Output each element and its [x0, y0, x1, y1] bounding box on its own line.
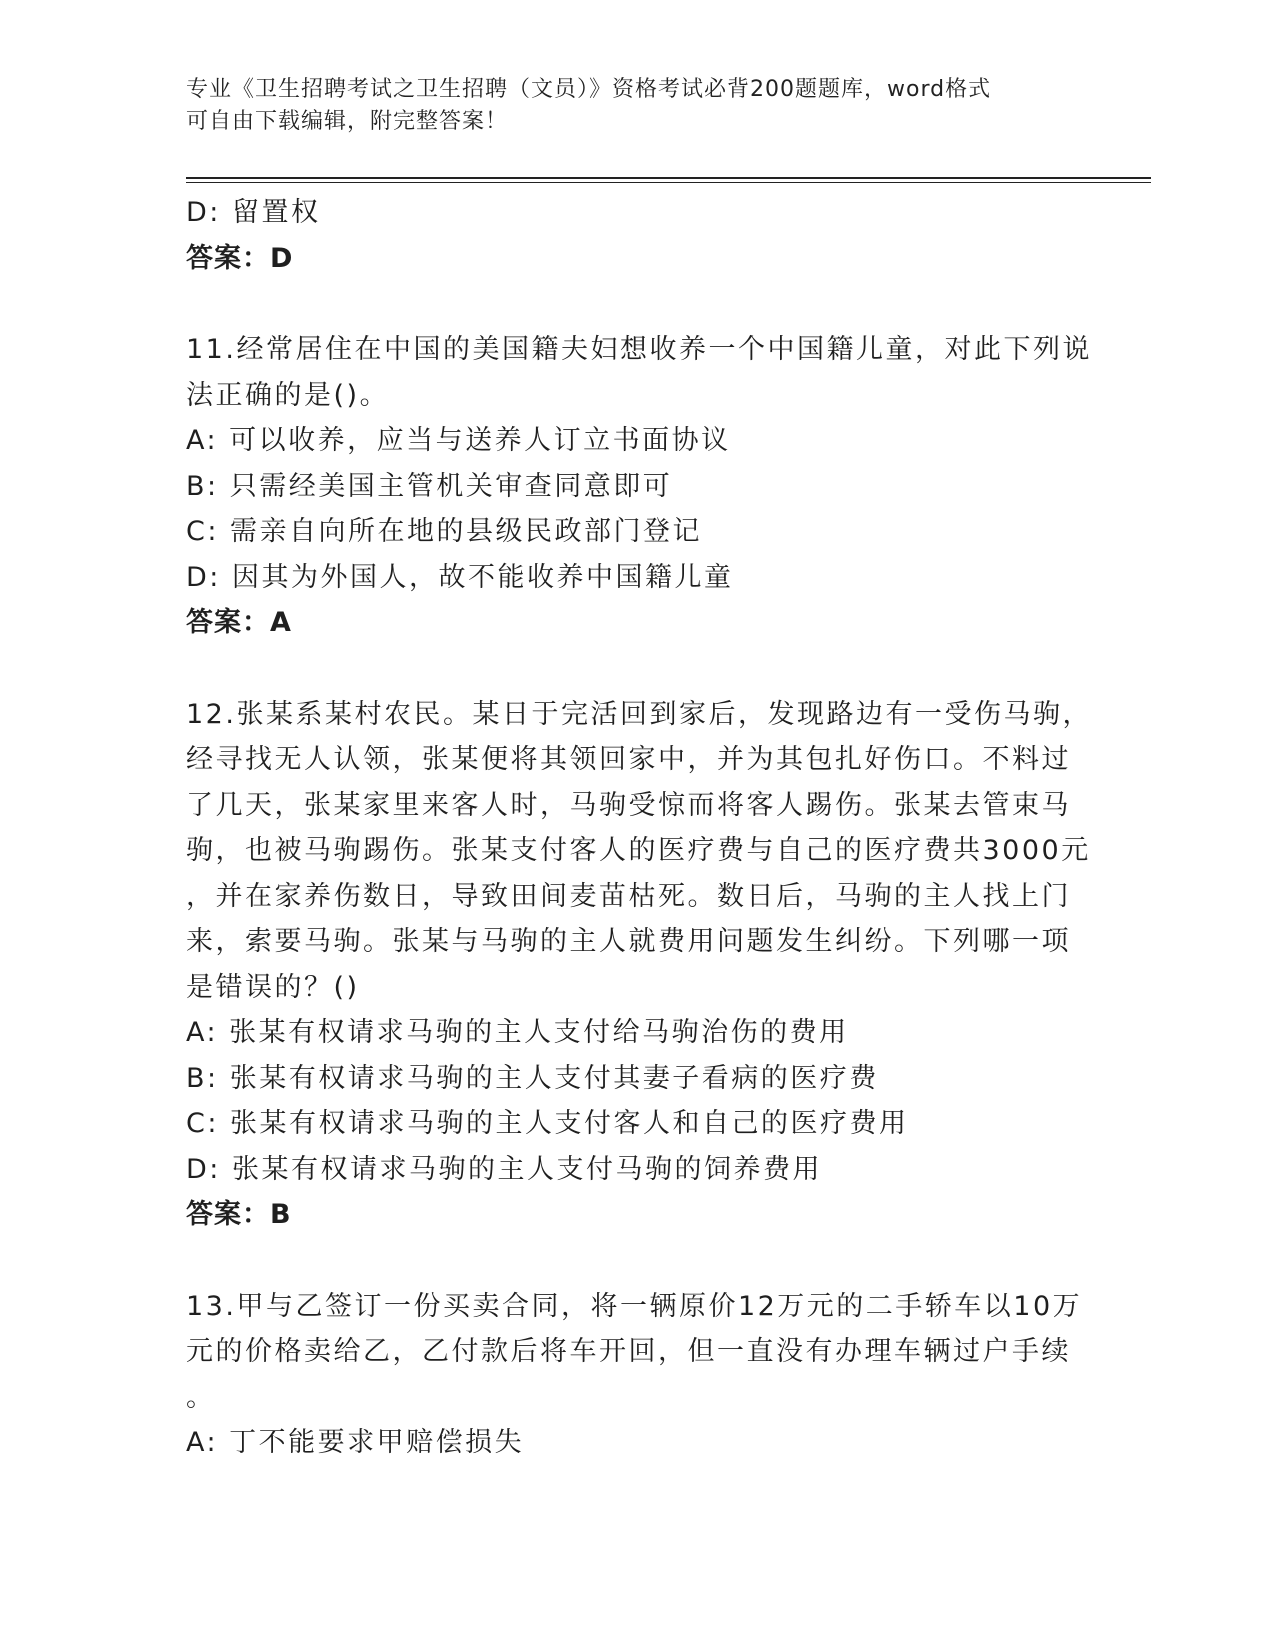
- document-body: [186, 190, 1092, 1466]
- question-12: [186, 692, 1092, 1238]
- question-11: [186, 327, 1092, 646]
- option-a: A: 可以收养，应当与送养人订立书面协议: [186, 425, 731, 456]
- question-stem-line: ，并在家养伤数日，导致田间麦苗枯死。数日后，马驹的主人找上门: [186, 880, 1071, 912]
- option-a: A: 张某有权请求马驹的主人支付给马驹治伤的费用: [186, 1017, 849, 1048]
- question-stem-line: 来，索要马驹。张某与马驹的主人就费用问题发生纠纷。下列哪一项: [186, 926, 1071, 957]
- question-stem-line: 法正确的是()。: [186, 379, 390, 411]
- option-d: D: 张某有权请求马驹的主人支付马驹的饲养费用: [186, 1153, 822, 1185]
- answer-line: 答案：A: [186, 607, 292, 638]
- previous-question-tail: [186, 190, 1086, 281]
- question-13: [186, 1284, 1086, 1466]
- spacer: [186, 1238, 1086, 1284]
- header-line-2: 可自由下载编辑，附完整答案！: [186, 109, 509, 134]
- answer-line: 答案：B: [186, 1199, 292, 1230]
- header-rule-thick: [186, 177, 1151, 179]
- question-stem-line: 了几天，张某家里来客人时，马驹受惊而将客人踢伤。张某去管束马: [186, 789, 1071, 821]
- header-line-1: 专业《卫生招聘考试之卫生招聘（文员）》资格考试必背200题题库，word格式: [186, 77, 992, 102]
- question-stem-line: 驹，也被马驹踢伤。张某支付客人的医疗费与自己的医疗费共3000元: [186, 835, 1091, 866]
- document-header: [186, 74, 1066, 138]
- option-c: C: 张某有权请求马驹的主人支付客人和自己的医疗费用: [186, 1108, 909, 1139]
- option-a: A: 丁不能要求甲赔偿损失: [186, 1427, 525, 1458]
- spacer: [186, 281, 1086, 327]
- answer-line: 答案：D: [186, 242, 294, 274]
- question-stem-line: 元的价格卖给乙，乙付款后将车开回，但一直没有办理车辆过户手续: [186, 1336, 1071, 1367]
- question-stem-line: 13.甲与乙签订一份买卖合同，将一辆原价12万元的二手轿车以10万: [186, 1290, 1083, 1322]
- option-b: B: 张某有权请求马驹的主人支付其妻子看病的医疗费: [186, 1062, 879, 1094]
- question-stem-line: 12.张某系某村农民。某日于完活回到家后，发现路边有一受伤马驹，: [186, 698, 1092, 730]
- question-stem-line: 经寻找无人认领，张某便将其领回家中，并为其包扎好伤口。不料过: [186, 744, 1071, 775]
- option-c: C: 需亲自向所在地的县级民政部门登记: [186, 516, 703, 547]
- spacer: [186, 646, 1086, 692]
- question-stem-line: 11.经常居住在中国的美国籍夫妇想收养一个中国籍儿童，对此下列说: [186, 334, 1092, 365]
- option-d: D: 因其为外国人，故不能收养中国籍儿童: [186, 561, 734, 593]
- question-stem-line: 。: [186, 1381, 216, 1413]
- header-rule-thin: [186, 182, 1151, 183]
- option-d: D: 留置权: [186, 197, 321, 228]
- option-b: B: 只需经美国主管机关审查同意即可: [186, 470, 673, 502]
- question-stem-line: 是错误的？(): [186, 971, 360, 1003]
